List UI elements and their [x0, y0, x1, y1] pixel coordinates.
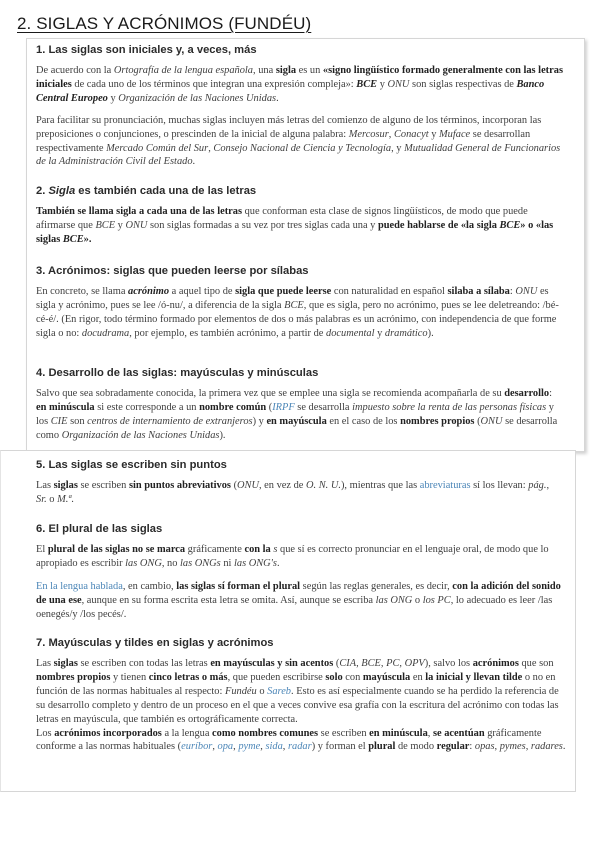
section-4-heading: 4. Desarrollo de las siglas: mayúsculas y minúsculas	[36, 367, 319, 379]
section-3-paragraph-1: En concreto, se llama acrónimo a aquel tipo de sigla que puede leerse con naturalidad en español silaba a sílaba: ONU es sigla y acrónimo, pues se lee /ó-nu/, a diferencia de la sigla BCE, que es sigla, pero no acrónimo, pues se lee deletreando: /bé-cé-é/. (En rigor, todo término formado por elementos de dos o más palabras es un acrónimo, con independencia de que forme sigla o no: docudrama, por ejemplo, es también acrónimo, a partir de documental y dramático).	[36, 286, 559, 339]
section-6-paragraph-2: En la lengua hablada, en cambio, las siglas sí forman el plural según las reglas generales, es decir, con la adición del sonido de una ese, aunque en su forma escrita esta letra se omita. Así, aunque se escriba las ONG o los PC, lo adecuado es leer /las oenegés/y /los pecés/.	[36, 580, 561, 620]
abreviaturas-link[interactable]: abreviaturas	[419, 480, 471, 491]
section-3-heading: 3. Acrónimos: siglas que pueden leerse por sílabas	[36, 265, 309, 277]
lengua-hablada-link[interactable]: En la lengua hablada	[36, 580, 123, 592]
sareb-link[interactable]: Sareb	[267, 685, 291, 697]
section-7-heading: 7. Mayúsculas y tildes en siglas y acrónimos	[36, 637, 274, 649]
section-6-heading: 6. El plural de las siglas	[36, 523, 163, 535]
section-2	[36, 185, 556, 247]
section-4	[36, 367, 558, 443]
section-5-paragraph-1: Las siglas se escriben sin puntos abreviativos (ONU, en vez de O. N. U.), mientras que las abreviaturas sí los llevan: pág., Sr. o M.ª.	[36, 480, 550, 505]
section-1-paragraph-1: De acuerdo con la Ortografía de la lengua española, una sigla es un «signo lingüístico formado generalmente con las letras iniciales de cada uno de los términos que integran una expresión compleja»: BCE y ONU son siglas respectivas de Banco Central Europeo y Organización de las Naciones Unidas.	[36, 65, 563, 104]
radar-link[interactable]: radar	[288, 741, 312, 753]
pyme-link[interactable]: pyme	[238, 741, 261, 753]
section-1-heading: 1. Las siglas son iniciales y, a veces, más	[36, 44, 257, 56]
section-1-paragraph-2: Para facilitar su pronunciación, muchas siglas incluyen más letras del comienzo de alguno de los términos, incorporan las preposiciones o conjunciones, o prescinden de la inicial de alguna palabra: Mercosur, Conacyt y Muface se desarrollan respectivamente Mercado Común del Sur, Consejo Nacional de Ciencia y Tecnología, y Mutualidad General de Funcionarios de la Administración Civil del Estado.	[36, 114, 561, 168]
section-4-paragraph-1: Salvo que sea sobradamente conocida, la primera vez que se emplee una sigla se recomienda acompañarla de su desarrollo: en minúscula si este corresponde a un nombre común (IRPF se desarrolla impuesto sobre la renta de las personas físicas y los CIE son centros de internamiento de extranjeros) y en mayúscula en el caso de los nombres propios (ONU se desarrolla como Organización de las Naciones Unidas).	[36, 388, 558, 441]
page-title: 2. SIGLAS Y ACRÓNIMOS (FUNDÉU)	[17, 14, 312, 33]
section-2-paragraph-1: También se llama sigla a cada una de las letras que conforman esta clase de signos lingüísticos, de modo que puede afirmarse que BCE y ONU son siglas formadas a su vez por tres siglas cada una y puede hablarse de «la sigla BCE» o «las siglas BCE».	[36, 206, 554, 245]
section-7	[36, 637, 566, 754]
section-7-paragraph-1: Las siglas se escriben con todas las letras en mayúsculas y sin acentos (CIA, BCE, PC, OPV), salvo los acrónimos que son nombres propios y tienen cinco letras o más, que pueden escribirse solo con mayúscula en la inicial y llevan tilde o no en función de las normas habituales al respecto: Fundéu o Sareb. Esto es así especialmente cuando se ha perdido la referencia de su desarrollo completo y dentro de un proceso en el que a veces convive esa grafía con la escritura del acrónimo con todas las letras en mayúscula, que también es ortográficamente correcta.	[36, 658, 559, 725]
section-6	[36, 523, 566, 622]
opa-link[interactable]: opa	[217, 741, 234, 753]
section-7-paragraph-2: Los acrónimos incorporados a la lengua como nombres comunes se escriben en minúscula, se acentúan gráficamente conforme a las normas habituales (euríbor, opa, pyme, sida, radar) y forman el plural de modo regular: opas, pymes, radares.	[36, 727, 566, 753]
sida-link[interactable]: sida	[265, 741, 283, 753]
section-6-paragraph-1: El plural de las siglas no se marca gráficamente con la s que sí es correcto pronunciar en el lenguaje oral, de modo que lo apropiado es escribir las ONG, no las ONGs ni las ONG's.	[36, 544, 549, 569]
section-1	[36, 44, 566, 169]
irpf-link[interactable]: IRPF	[272, 401, 295, 413]
section-5-heading: 5. Las siglas se escriben sin puntos	[36, 459, 227, 471]
section-5	[36, 459, 558, 507]
section-3	[36, 265, 560, 341]
euribor-link[interactable]: euríbor	[181, 741, 213, 753]
section-2-heading: 2. Sigla es también cada una de las letras	[36, 185, 257, 197]
